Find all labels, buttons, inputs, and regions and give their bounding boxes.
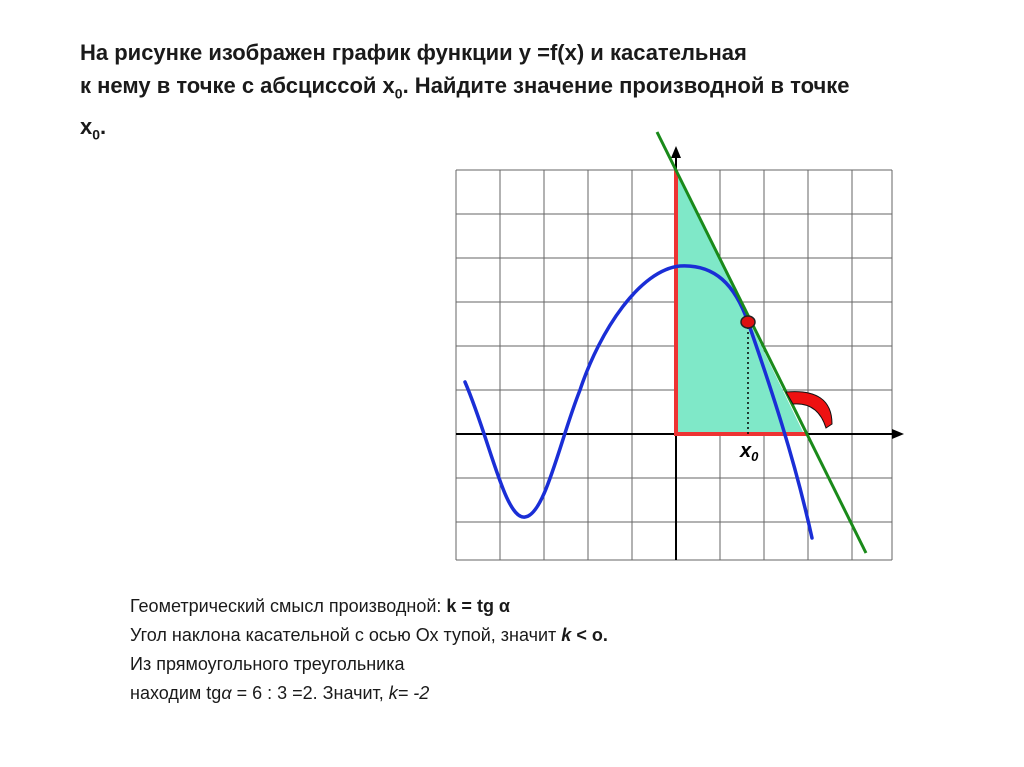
title-line-3: $х_0$. xyxy=(80,114,107,143)
explanation-line-3: Из прямоугольного треугольника xyxy=(130,654,405,674)
explanation-line-1: Геометрический смысл производной: k = tg α xyxy=(130,596,511,616)
explanation xyxy=(130,592,608,708)
explanation-line-4: находим tgα = 6 : 3 =2. Значит, k= -2 xyxy=(130,683,430,703)
title-line-1: На рисунке изображен график функции y =f(x) и касательная xyxy=(80,40,747,65)
tangent-point xyxy=(741,316,755,328)
explanation-line-2: Угол наклона касательной с осью Ох тупой, значит k < о. xyxy=(130,625,608,645)
x-axis-arrow xyxy=(892,429,904,439)
y-axis-arrow xyxy=(671,146,681,158)
x0-label: $x_0$ xyxy=(740,440,759,464)
title-line-2: к нему в точке с абсциссой $х_0$. Найдите значение производной в точке xyxy=(80,73,850,102)
